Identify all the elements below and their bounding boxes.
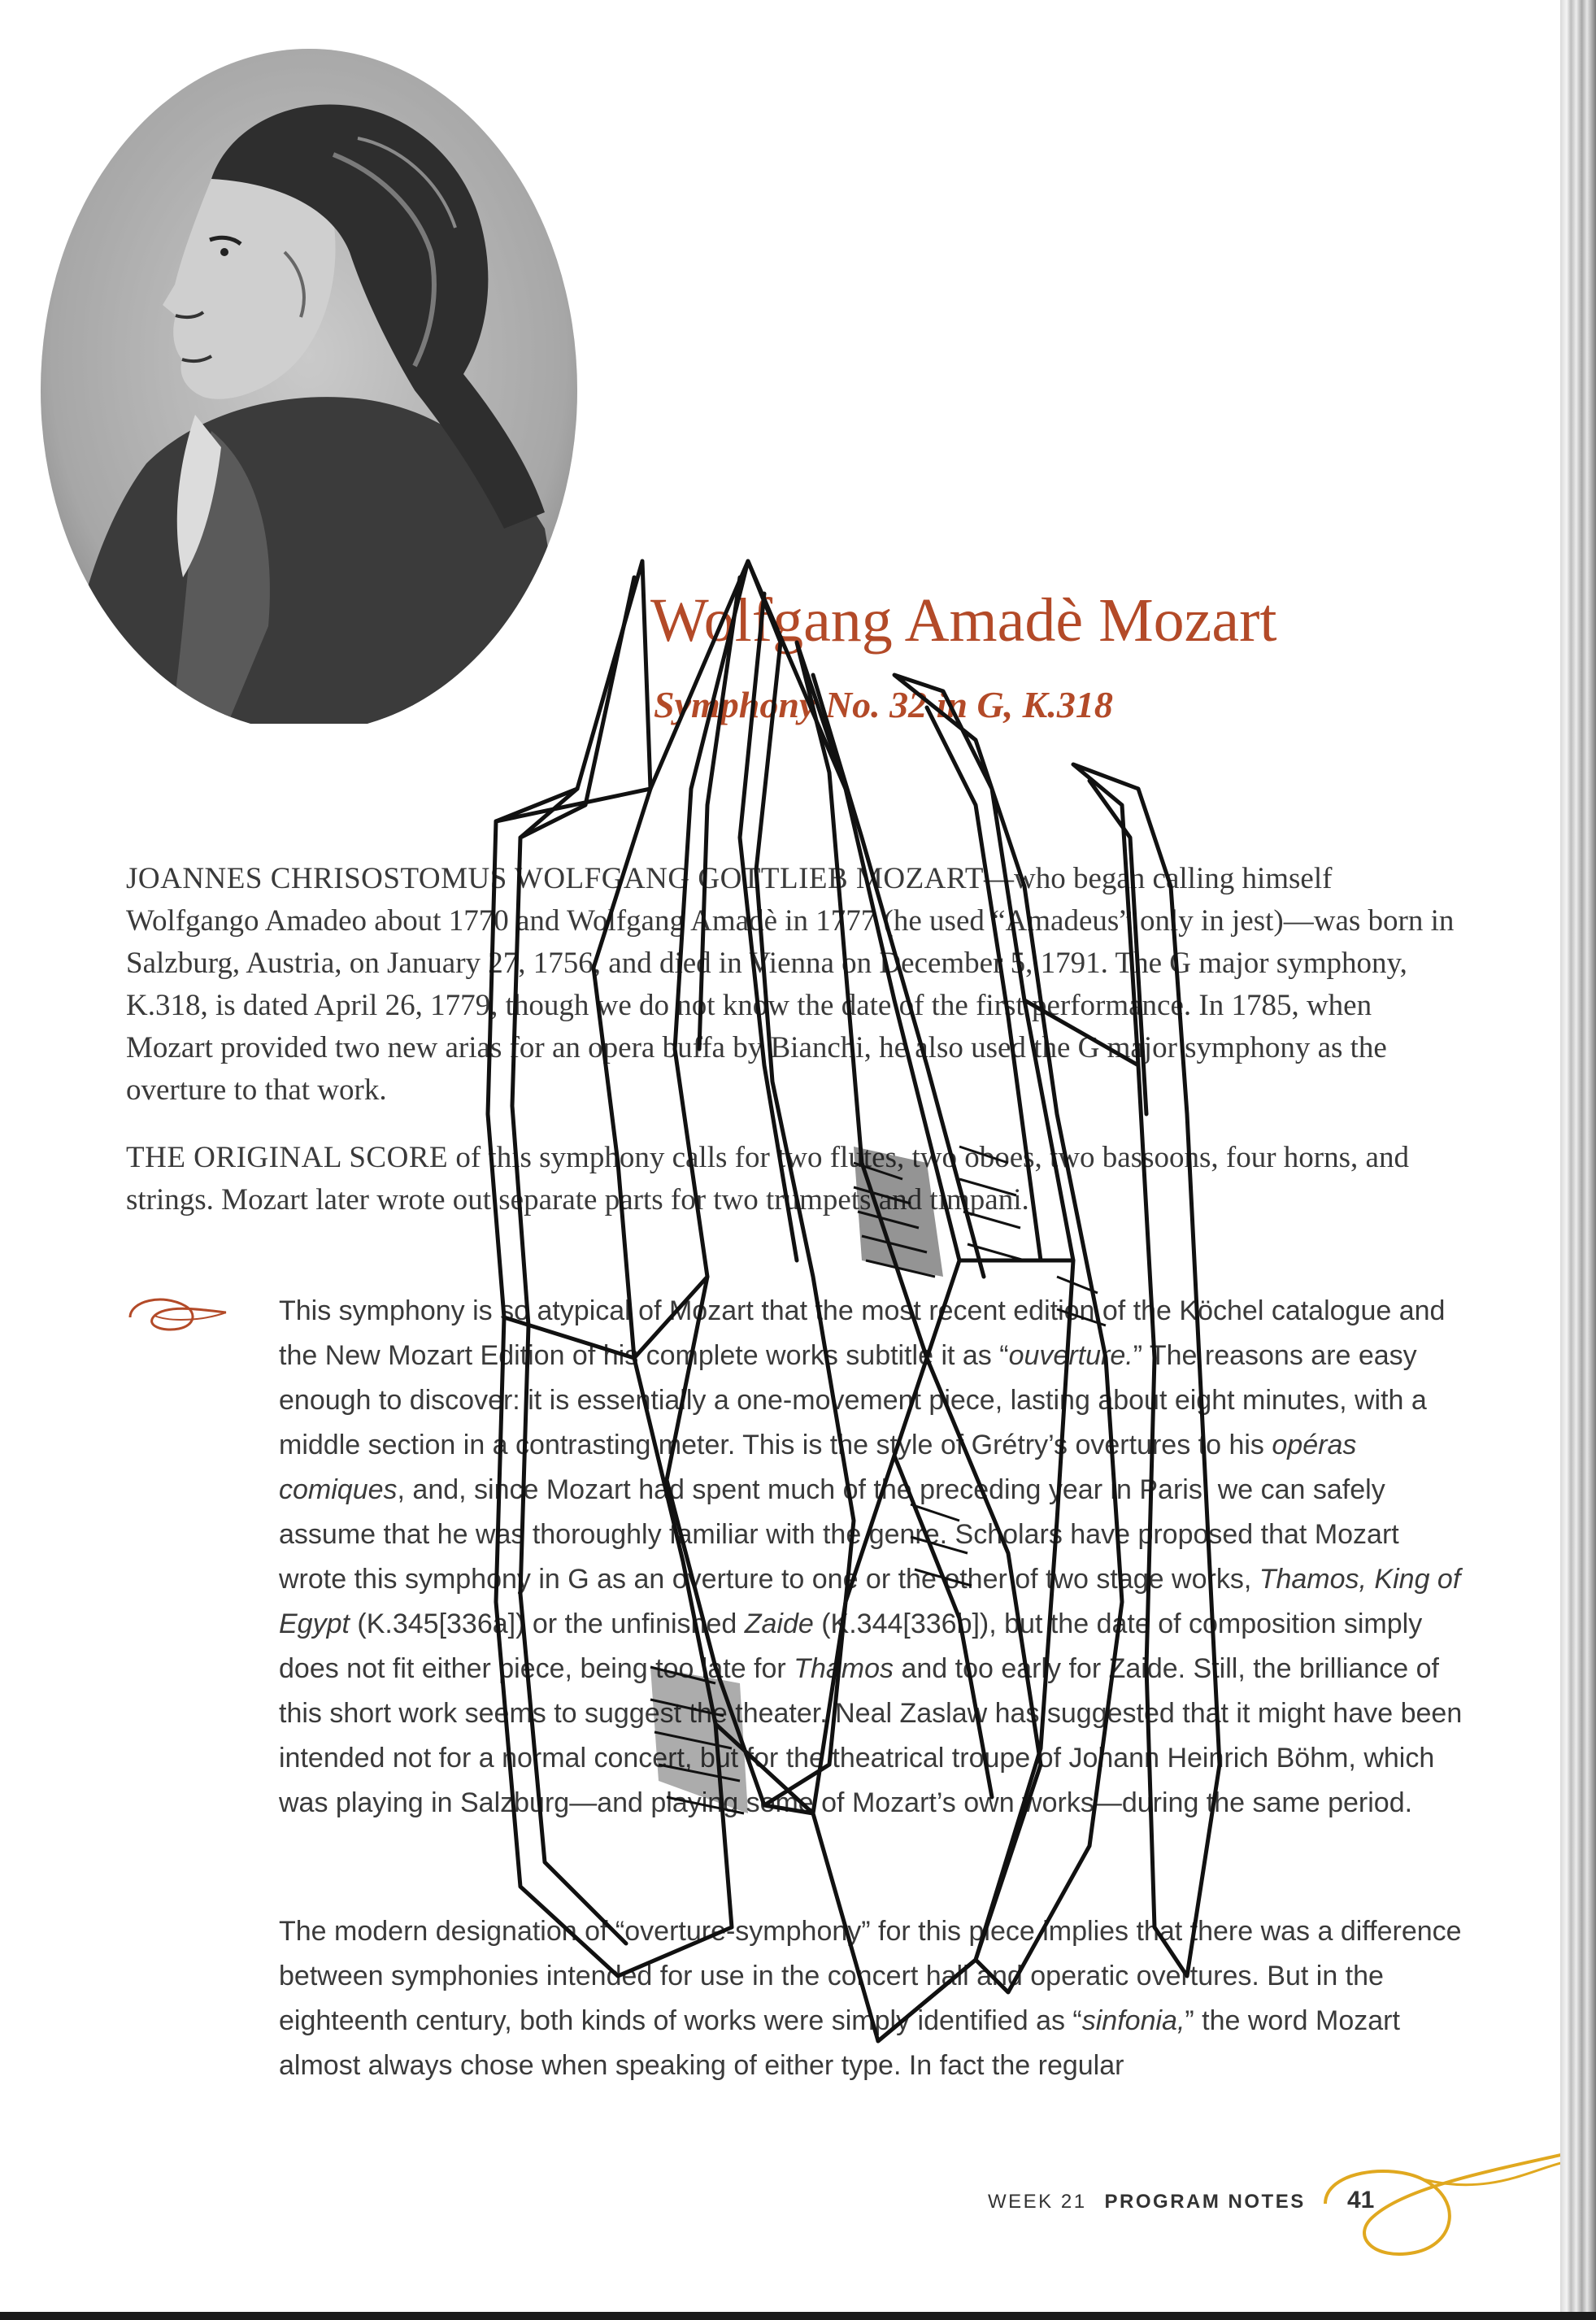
text-run: ” The reasons are easy enough to discover: it is essentially a one-movement piece, lasting about eight minutes, with a middle section in a contrasting meter. This is the style of Grétry’s overtures to his xyxy=(279,1340,1427,1460)
italic-run: ouverture. xyxy=(1008,1340,1133,1371)
bio-body: —who began calling himself Wolfgango Amadeo about 1770 and Wolfgang Amadè in 1777 (he used “Amadeus” only in jest)—was born in Salzburg, Austria, on January 27, 1756, and died in Vienna on December 5, 1791. The G major symphony, K.318, is dated April 26, 1779, though we do not know the date of the first performance. In 1785, when Mozart provided two new arias for an opera buffa by Bianchi, he also used the G major symphony as the overture to that work. xyxy=(126,862,1455,1107)
text-run: The modern designation of “overture-symphony” for this piece implies that there was a difference between symphonies intended for use in the concert hall and operatic overtures. But in the eighteenth century, both kinds of works were simply identified as “ xyxy=(279,1916,1462,2036)
italic-run: opéras comiques xyxy=(279,1430,1357,1505)
text-run: and too early for Zaide. Still, the brilliance of this short work seems to suggest the theater. Neal Zaslaw has suggested that it might have been intended not for a normal concert, but for the theatrical troupe of Johann Heinrich Böhm, which was playing in Salzburg—and playing some of Mozart’s own works—during the same period. xyxy=(279,1653,1463,1818)
instrumentation-body: of this symphony calls for two flutes, two oboes, two bassoons, four horns, and strings. Mozart later wrote out separate parts for two trumpets and timpani. xyxy=(126,1141,1409,1217)
instrumentation-lead: THE ORIGINAL SCORE xyxy=(126,1141,449,1174)
gold-swirl-icon xyxy=(1301,2139,1561,2269)
composer-title: Wolfgang Amadè Mozart xyxy=(650,586,1277,655)
work-subtitle: Symphony No. 32 in G, K.318 xyxy=(654,684,1113,725)
footer-section: PROGRAM NOTES xyxy=(1104,2191,1306,2213)
text-run: (K.345[336a]) or the unfinished xyxy=(349,1608,745,1639)
text-run: This symphony is so atypical of Mozart that the most recent edition of the Köchel catalogue and the New Mozart Edition of his complete works subtitle it as “ xyxy=(279,1295,1446,1371)
italic-run: Thamos xyxy=(794,1653,894,1684)
italic-run: Thamos, King of Egypt xyxy=(279,1564,1461,1639)
footer-week: WEEK 21 xyxy=(988,2191,1087,2213)
italic-run: Zaide xyxy=(744,1608,814,1639)
bio-lead: JOANNES CHRISOSTOMUS WOLFGANG GOTTLIEB MOZART xyxy=(126,862,984,895)
footer-label xyxy=(988,2191,1306,2213)
book-page-edges xyxy=(1560,0,1596,2320)
ink-sketch-drawing xyxy=(472,545,1472,2057)
text-run: (K.344[336b]), but the date of composition simply does not fit either piece, being too late for xyxy=(279,1608,1423,1684)
scan-border xyxy=(0,2312,1596,2320)
flourish-ornament-icon xyxy=(122,1285,232,1342)
text-run: , and, since Mozart had spent much of the preceding year in Paris, we can safely assume that he was thoroughly familiar with the genre. Scholars have proposed that Mozart wrote this symphony in G as an overture to one or the other of two stage works, xyxy=(279,1474,1399,1595)
text-run: ” the word Mozart almost always chose when speaking of either type. In fact the regular xyxy=(279,2005,1400,2081)
page-number: 41 xyxy=(1347,2187,1375,2213)
italic-run: sinfonia, xyxy=(1081,2005,1185,2036)
